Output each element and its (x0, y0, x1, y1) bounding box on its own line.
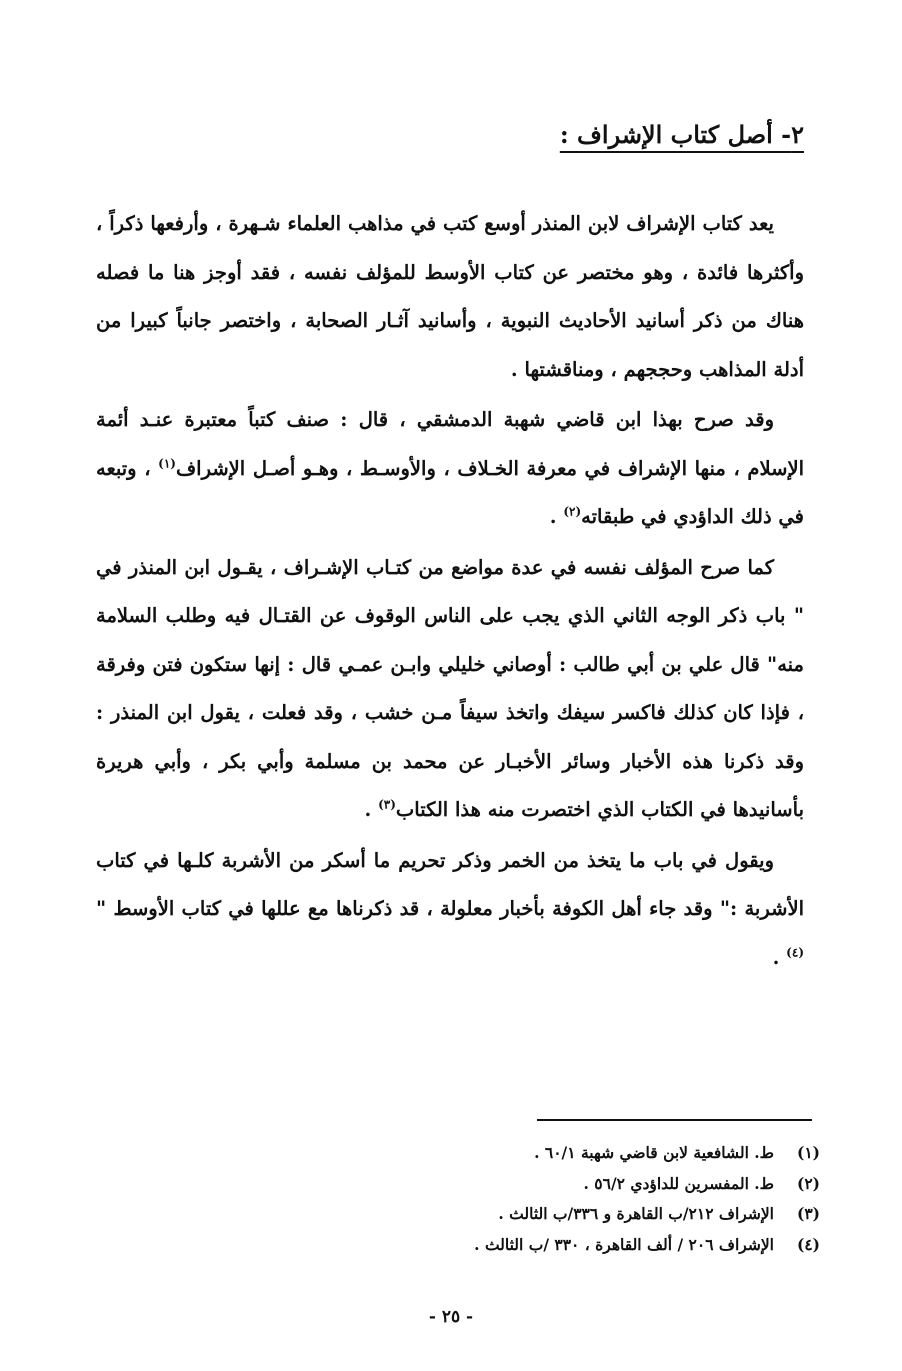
footnote-ref-1: (١) (158, 456, 176, 470)
footnote-text: الإشراف ٢١٢/ب القاهرة و ٣٣٦/ب الثالث . (498, 1204, 774, 1223)
footnote-number: (٤) (796, 1234, 820, 1254)
footnote-item (120, 1199, 820, 1230)
footnote-text: الإشراف ٢٠٦ / ألف القاهرة ، ٣٣٠ /ب الثالث . (474, 1234, 774, 1254)
footnote-item (120, 1138, 820, 1169)
paragraph-text: كما صرح المؤلف نفسه في عدة مواضع من كتـاب الإشـراف ، يقـول ابن المنذر في " باب ذكر الوجه الثاني الذي يجب على الناس الوقوف عن القتـال فيه وطلب السلامة منه" قال علي بن أبي طالب : أوصاني خليلي وابـن عمـي قال : إنها ستكون فتن وفرقة ، فإذا كان كذلك فاكسر سيفك واتخذ سيفاً مـن خشب ، وقد فعلت ، يقول ابن المنذر : وقد ذكرنا هذه الأخبار وسائر الأخبـار عن محمد بن مسلمة وأبي بكر ، وأبي هريرة بأسانيدها في الكتاب الذي اختصرت منه هذا الكتاب (96, 555, 804, 821)
paragraph-text: . (772, 945, 787, 969)
footnote-ref-2: (٢) (563, 504, 582, 519)
footnote-item (120, 1230, 820, 1261)
paragraph-text: يعد كتاب الإشراف لابن المنذر أوسع كتب في مذاهب العلماء شـهرة ، وأرفعها ذكراً ، وأكثرها فائدة ، وهو مختصر عن كتاب الأوسط للمؤلف نفسه ، فقد أوجز هنا ما فصله هناك من ذكر أسانيد الأحاديث النبوية ، وأسانيد آثـار الصحابة ، واختصر جانباً كبيرا من أدلة المذاهب وحججهم ، ومناقشتها . (96, 212, 804, 381)
paragraph-text: وقد صرح بهذا ابن قاضي شهبة الدمشقي ، قال : صنف كتباً معتبرة عنـد أئمة الإسلام ، منها الإشراف في معرفة الخـلاف ، والأوسـط ، وهـو أصـل الإشراف (96, 408, 804, 480)
paragraph-3 (96, 544, 804, 835)
footnote-number: (٢) (796, 1173, 820, 1193)
paragraph-4 (96, 837, 804, 983)
footnote-ref-4: (٤) (786, 945, 804, 959)
footnotes-list (120, 1138, 820, 1260)
paragraph-text: ، وتبعه في ذلك الداؤدي في طبقاته (96, 456, 804, 528)
footnote-number: (٣) (796, 1204, 820, 1223)
paragraph-text: . (549, 505, 564, 528)
footnote-text: ط. الشافعية لابن قاضي شهبة ٦٠/١ . (534, 1143, 774, 1162)
paragraph-text: . (364, 798, 379, 821)
footnote-number: (١) (796, 1143, 820, 1162)
section-heading: ٢- أصل كتاب الإشراف : (559, 120, 804, 149)
paragraph-text: ويقول في باب ما يتخذ من الخمر وذكر تحريم ما أسكر من الأشربة كلـها في كتاب الأشربة :" وقد جاء أهل الكوفة بأخبار معلولة ، قد ذكرناها مع عللها في كتاب الأوسط " (96, 848, 804, 920)
footnote-ref-3: (٣) (378, 797, 396, 812)
paragraph-1 (96, 200, 804, 394)
paragraph-2 (96, 396, 804, 542)
footnote-text: ط. المفسرين للداؤدي ٥٦/٢ . (583, 1173, 774, 1193)
footnote-divider (537, 1119, 812, 1121)
body-text (96, 200, 804, 982)
footnote-item (120, 1169, 820, 1200)
page-number: - ٢٥ - (428, 1307, 474, 1327)
